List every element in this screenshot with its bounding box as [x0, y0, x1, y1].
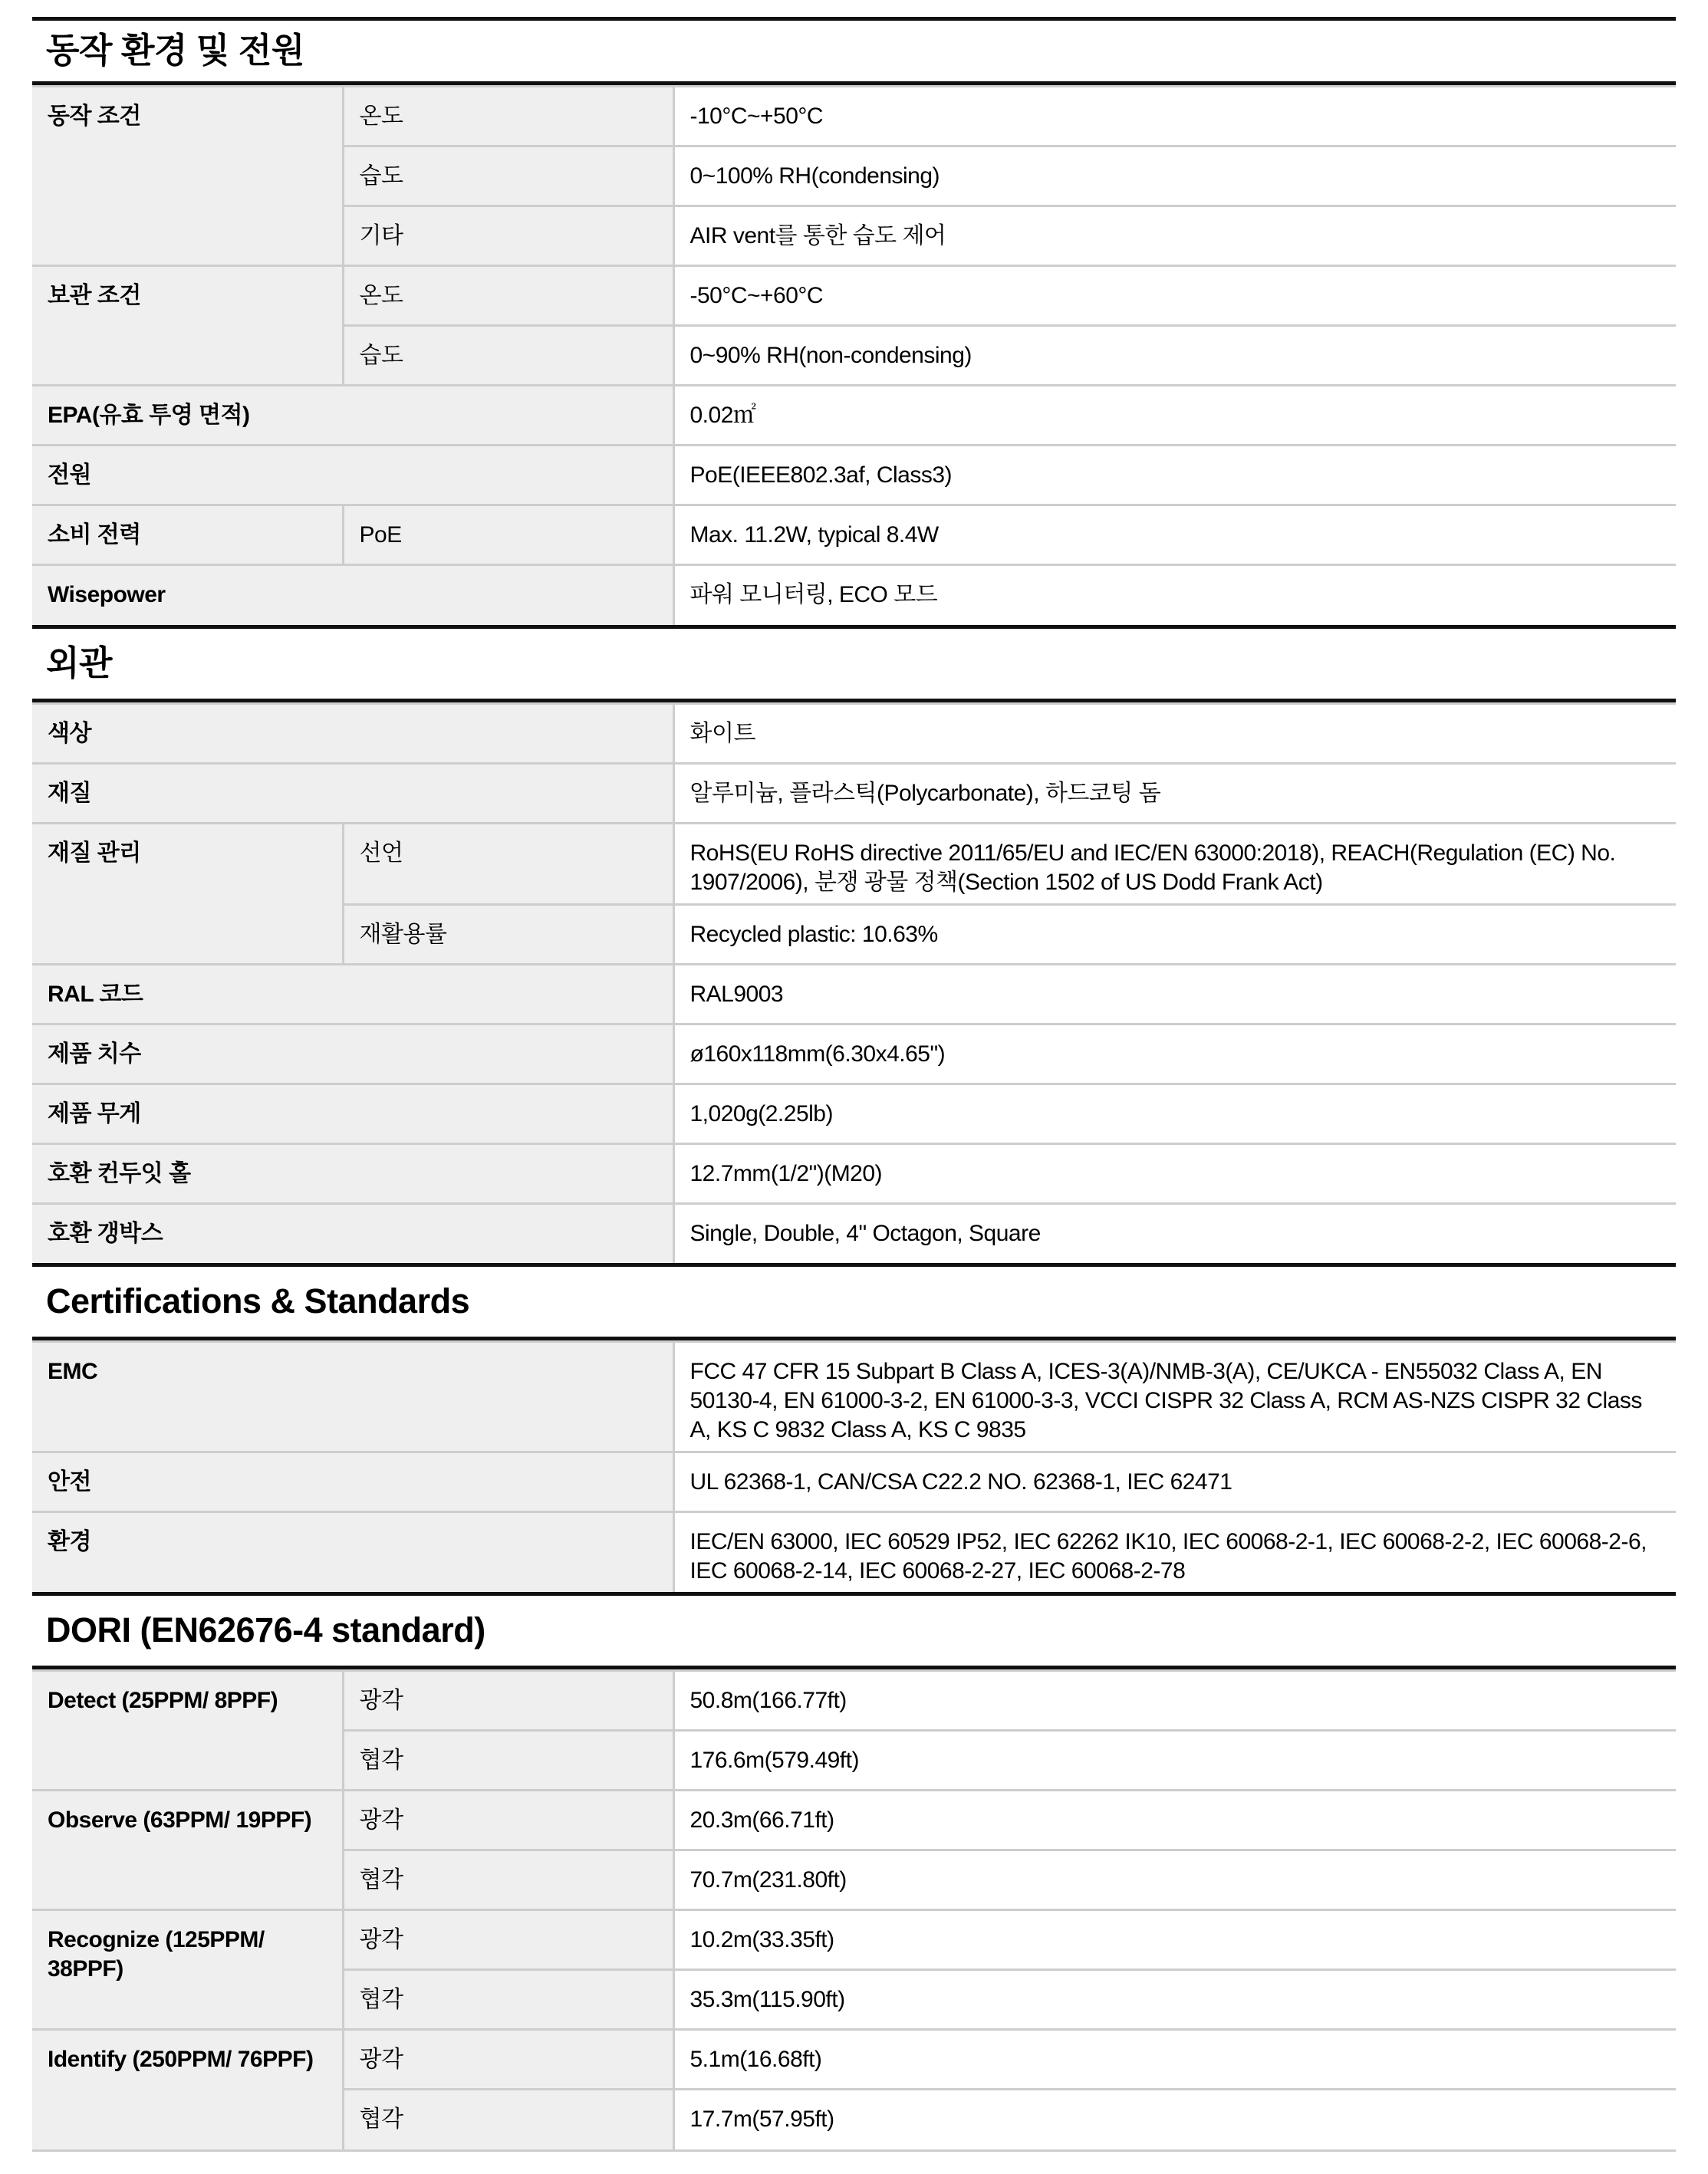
table-row: [32, 1512, 1676, 1593]
row-label: 재질 관리: [32, 823, 343, 964]
row-value: -50°C~+60°C: [673, 266, 1676, 326]
row-value: 0.02㎡: [673, 386, 1676, 446]
row-value: -10°C~+50°C: [673, 87, 1676, 146]
row-label: 색상: [32, 703, 673, 763]
row-label: 호환 컨두잇 홀: [32, 1143, 673, 1203]
row-value: 50.8m(166.77ft): [673, 1671, 1676, 1731]
row-sublabel: 재활용률: [343, 904, 673, 964]
row-label: 전원: [32, 446, 673, 505]
spec-table: [32, 1340, 1676, 1592]
row-sublabel: 협각: [343, 1970, 673, 2030]
row-label: Recognize (125PPM/ 38PPF): [32, 1910, 343, 2030]
section-title: 동작 환경 및 전원: [46, 31, 304, 70]
row-value: 0~90% RH(non-condensing): [673, 326, 1676, 386]
section-title: DORI (EN62676-4 standard): [46, 1610, 485, 1649]
row-value: 1,020g(2.25lb): [673, 1084, 1676, 1143]
table-row: [32, 1024, 1676, 1084]
row-sublabel: 광각: [343, 1791, 673, 1850]
row-value: Single, Double, 4" Octagon, Square: [673, 1203, 1676, 1263]
section-table-rule: [32, 81, 1676, 629]
row-value: 12.7mm(1/2")(M20): [673, 1143, 1676, 1203]
row-value: 5.1m(16.68ft): [673, 2030, 1676, 2090]
row-sublabel: 광각: [343, 2030, 673, 2090]
row-label: 소비 전력: [32, 505, 343, 565]
table-row: [32, 763, 1676, 823]
section-title: 외관: [46, 643, 112, 682]
table-row: [32, 1791, 1676, 1850]
row-value: 176.6m(579.49ft): [673, 1731, 1676, 1791]
spec-section-3: [32, 1596, 1676, 2152]
table-row: [32, 1452, 1676, 1512]
section-table-rule: [32, 1666, 1676, 2152]
row-sublabel: 온도: [343, 87, 673, 146]
table-row: [32, 1671, 1676, 1731]
row-label: Detect (25PPM/ 8PPF): [32, 1671, 343, 1791]
row-label: Observe (63PPM/ 19PPF): [32, 1791, 343, 1910]
row-label: 제품 무게: [32, 1084, 673, 1143]
row-label: 제품 치수: [32, 1024, 673, 1084]
row-value: 20.3m(66.71ft): [673, 1791, 1676, 1850]
table-row: [32, 2030, 1676, 2090]
row-value: 10.2m(33.35ft): [673, 1910, 1676, 1970]
table-row: [32, 446, 1676, 505]
row-sublabel: 습도: [343, 146, 673, 206]
spec-table: [32, 85, 1676, 625]
row-label: Wisepower: [32, 565, 673, 625]
row-value: Recycled plastic: 10.63%: [673, 904, 1676, 964]
row-value: Max. 11.2W, typical 8.4W: [673, 505, 1676, 565]
row-label: EPA(유효 투영 면적): [32, 386, 673, 446]
row-label: 동작 조건: [32, 87, 343, 266]
row-sublabel: PoE: [343, 505, 673, 565]
row-value: 파워 모니터링, ECO 모드: [673, 565, 1676, 625]
row-label: 안전: [32, 1452, 673, 1512]
row-sublabel: 습도: [343, 326, 673, 386]
table-row: [32, 565, 1676, 625]
row-value: 17.7m(57.95ft): [673, 2090, 1676, 2149]
spec-table: [32, 1669, 1676, 2149]
row-value: PoE(IEEE802.3af, Class3): [673, 446, 1676, 505]
row-label: 호환 갱박스: [32, 1203, 673, 1263]
spec-section-0: [32, 17, 1676, 629]
row-value: FCC 47 CFR 15 Subpart B Class A, ICES-3(A)/NMB-3(A), CE/UKCA - EN55032 Class A, EN 50130-4, EN 61000-3-2, EN 61000-3-3, VCCI CISPR 32 Class A, RCM AS-NZS CISPR 32 Class A, KS C 9832 Class A, KS C 9835: [673, 1342, 1676, 1452]
table-row: [32, 823, 1676, 904]
row-value: UL 62368-1, CAN/CSA C22.2 NO. 62368-1, IEC 62471: [673, 1452, 1676, 1512]
row-label: 환경: [32, 1512, 673, 1593]
row-sublabel: 광각: [343, 1671, 673, 1731]
spec-section-2: [32, 1267, 1676, 1596]
spec-section-1: [32, 629, 1676, 1268]
row-sublabel: 온도: [343, 266, 673, 326]
row-sublabel: 선언: [343, 823, 673, 904]
row-value: RoHS(EU RoHS directive 2011/65/EU and IEC/EN 63000:2018), REACH(Regulation (EC) No. 1907/2006), 분쟁 광물 정책(Section 1502 of US Dodd Frank Act): [673, 823, 1676, 904]
table-row: [32, 964, 1676, 1024]
table-row: [32, 386, 1676, 446]
row-sublabel: 협각: [343, 1850, 673, 1910]
table-row: [32, 87, 1676, 146]
row-value: 0~100% RH(condensing): [673, 146, 1676, 206]
row-value: ø160x118mm(6.30x4.65"): [673, 1024, 1676, 1084]
spec-table: [32, 702, 1676, 1264]
row-sublabel: 광각: [343, 1910, 673, 1970]
row-value: 알루미늄, 플라스틱(Polycarbonate), 하드코팅 돔: [673, 763, 1676, 823]
row-value: AIR vent를 통한 습도 제어: [673, 206, 1676, 266]
table-row: [32, 505, 1676, 565]
table-row: [32, 703, 1676, 763]
section-table-rule: [32, 699, 1676, 1268]
table-row: [32, 1342, 1676, 1452]
row-value: 70.7m(231.80ft): [673, 1850, 1676, 1910]
table-row: [32, 1910, 1676, 1970]
row-label: 재질: [32, 763, 673, 823]
row-value: RAL9003: [673, 964, 1676, 1024]
row-label: RAL 코드: [32, 964, 673, 1024]
row-sublabel: 협각: [343, 1731, 673, 1791]
table-row: [32, 266, 1676, 326]
row-label: EMC: [32, 1342, 673, 1452]
table-row: [32, 1143, 1676, 1203]
section-table-rule: [32, 1337, 1676, 1596]
table-row: [32, 1084, 1676, 1143]
row-value: 화이트: [673, 703, 1676, 763]
row-sublabel: 기타: [343, 206, 673, 266]
row-label: Identify (250PPM/ 76PPF): [32, 2030, 343, 2149]
row-value: 35.3m(115.90ft): [673, 1970, 1676, 2030]
row-label: 보관 조건: [32, 266, 343, 386]
section-title: Certifications & Standards: [46, 1281, 470, 1321]
row-sublabel: 협각: [343, 2090, 673, 2149]
table-row: [32, 1203, 1676, 1263]
row-value: IEC/EN 63000, IEC 60529 IP52, IEC 62262 IK10, IEC 60068-2-1, IEC 60068-2-2, IEC 60068-2-6, IEC 60068-2-14, IEC 60068-2-27, IEC 60068-2-78: [673, 1512, 1676, 1593]
